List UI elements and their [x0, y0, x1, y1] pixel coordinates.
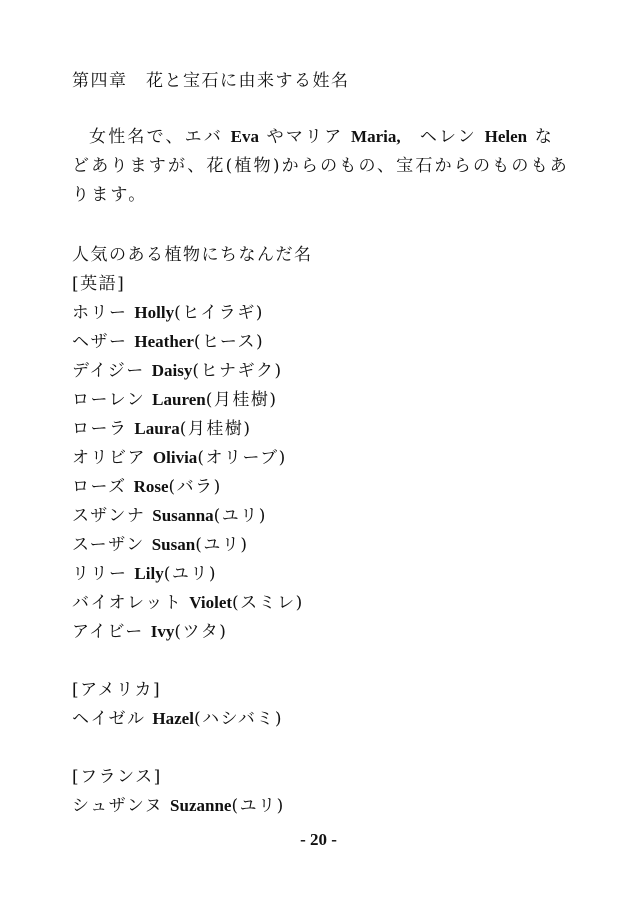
entry-name: Violet	[189, 593, 233, 612]
page-number: - 20 -	[300, 830, 337, 849]
entry-name: Suzanne	[170, 796, 232, 815]
entry-meaning: (オリーブ)	[197, 448, 287, 468]
name-helen: Helen	[484, 127, 528, 146]
intro-text-4: などありますが、花(植物)からのもの、宝石からのものもあります。	[72, 127, 569, 205]
entry-name: Rose	[133, 477, 169, 496]
entry-meaning: (ユリ)	[195, 535, 249, 555]
entry-name: Holly	[134, 303, 175, 322]
entry-name: Susanna	[152, 506, 214, 525]
name-entry	[72, 795, 285, 817]
intro-text-1: 女性名で、エバ	[89, 127, 224, 147]
name-entry	[72, 360, 283, 382]
entry-kana: ローズ	[72, 477, 127, 497]
name-entry	[72, 447, 287, 469]
entry-name: Laura	[134, 419, 180, 438]
entry-kana: シュザンヌ	[72, 796, 164, 816]
name-entry	[72, 476, 222, 498]
name-entry	[72, 534, 248, 556]
entry-kana: ヘザー	[72, 332, 128, 352]
entry-meaning: (ヒイラギ)	[174, 303, 264, 323]
entry-meaning: (ユリ)	[163, 564, 217, 584]
american-label: [アメリカ]	[72, 680, 162, 700]
entry-meaning: (ヒナギク)	[192, 361, 283, 381]
entry-kana: リリー	[72, 564, 128, 584]
name-entry	[72, 389, 277, 411]
name-maria: Maria,	[351, 127, 401, 146]
english-label: [英語]	[72, 274, 126, 294]
entry-kana: ヘイゼル	[72, 709, 146, 729]
name-entry	[72, 592, 304, 614]
entry-meaning: (ユリ)	[231, 796, 285, 816]
entry-kana: オリビア	[72, 448, 146, 468]
entry-kana: バイオレット	[72, 593, 183, 613]
entry-name: Ivy	[150, 622, 175, 641]
entry-kana: ローレン	[72, 390, 146, 410]
intro-text-3: ヘレン	[419, 127, 478, 147]
entry-name: Lily	[134, 564, 164, 583]
name-entry	[72, 418, 252, 440]
name-entry	[72, 331, 264, 353]
entry-meaning: (バラ)	[168, 477, 222, 497]
section-heading: 人気のある植物にちなんだ名	[72, 245, 313, 265]
name-entry	[72, 505, 267, 527]
entry-kana: スーザン	[72, 535, 145, 555]
entry-name: Daisy	[151, 361, 193, 380]
intro-paragraph	[72, 122, 572, 210]
entry-meaning: (月桂樹)	[179, 419, 252, 439]
entry-meaning: (スミレ)	[232, 593, 304, 613]
entry-kana: ホリー	[72, 303, 128, 323]
entry-name: Hazel	[152, 709, 194, 728]
entry-kana: デイジー	[72, 361, 145, 381]
name-entry	[72, 563, 217, 585]
french-label: [フランス]	[72, 767, 162, 787]
entry-kana: ローラ	[72, 419, 128, 439]
entry-name: Susan	[151, 535, 196, 554]
entry-name: Heather	[134, 332, 194, 351]
entry-kana: アイビー	[72, 622, 144, 642]
name-entry	[72, 708, 283, 730]
name-entry	[72, 302, 264, 324]
intro-text-2: やマリア	[266, 127, 344, 147]
entry-meaning: (ハシバミ)	[193, 709, 284, 729]
name-eva: Eva	[230, 127, 260, 146]
entry-name: Olivia	[152, 448, 198, 467]
chapter-title: 第四章 花と宝石に由来する姓名	[72, 71, 350, 91]
entry-kana: スザンナ	[72, 506, 146, 526]
name-entry	[72, 621, 227, 643]
entry-meaning: (ユリ)	[213, 506, 267, 526]
entry-meaning: (ツタ)	[174, 622, 228, 642]
entry-meaning: (月桂樹)	[205, 390, 278, 410]
entry-name: Lauren	[152, 390, 206, 409]
entry-meaning: (ヒース)	[193, 332, 265, 352]
